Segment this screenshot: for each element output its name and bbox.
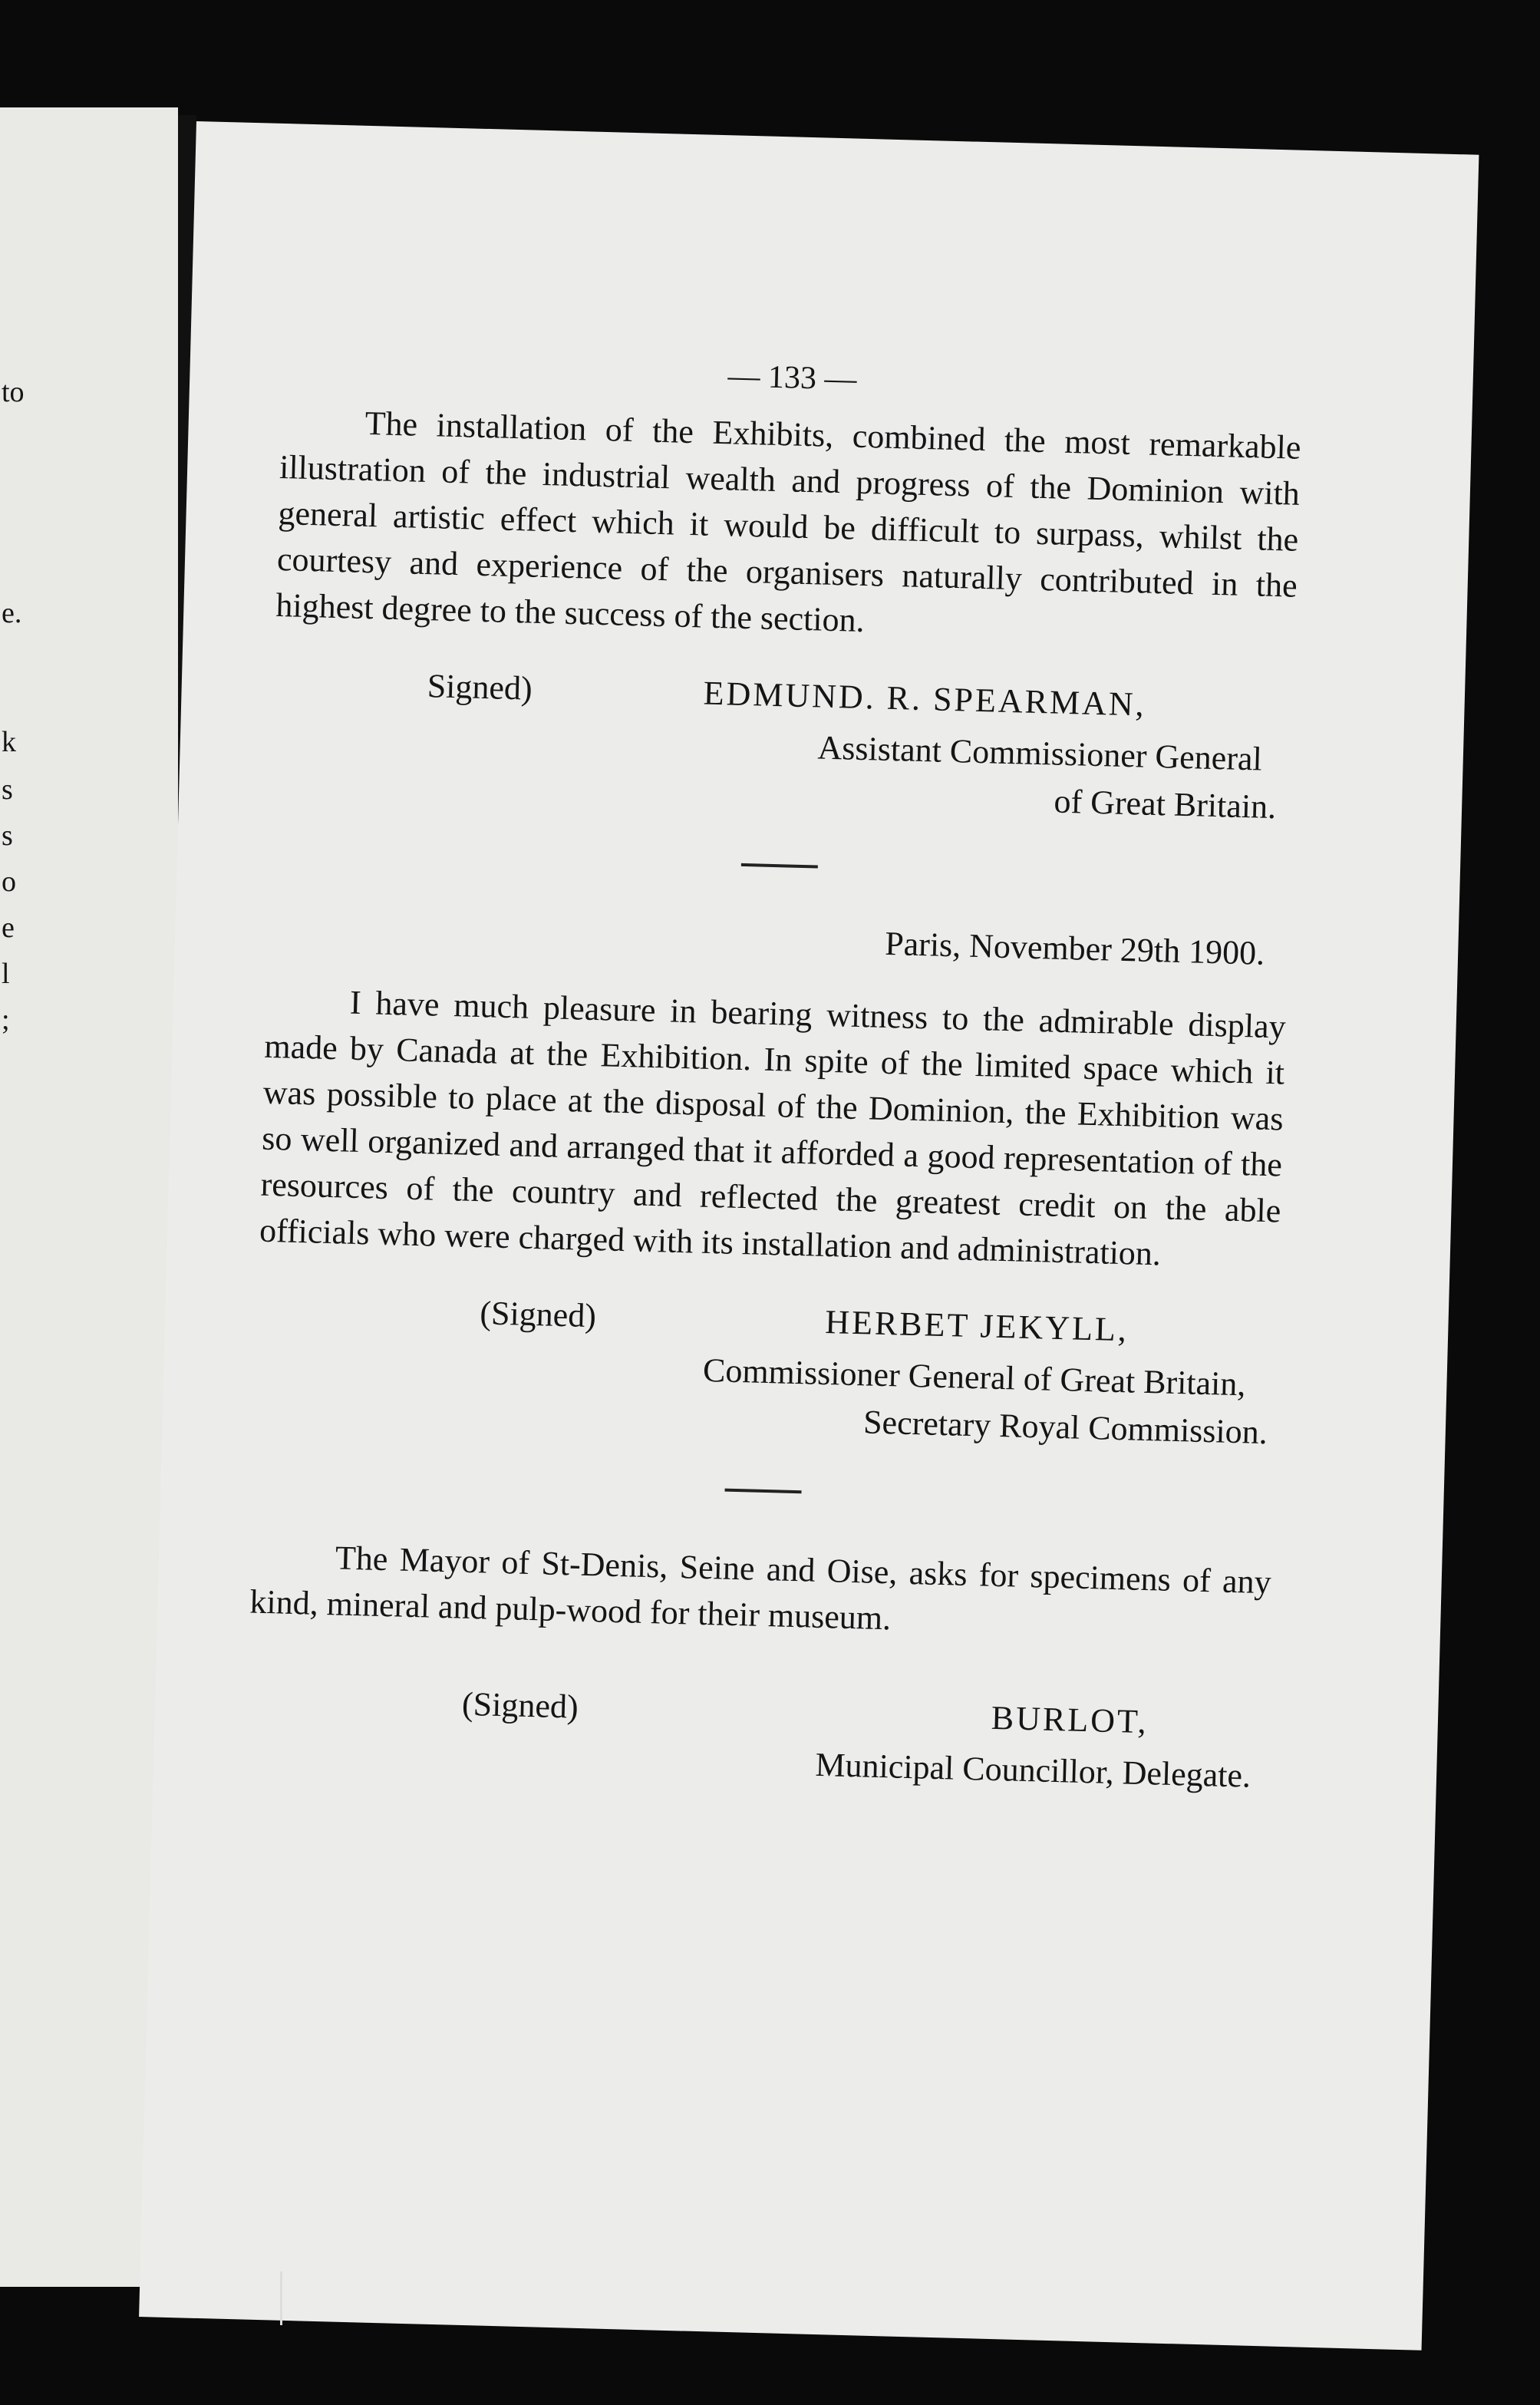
signatory-title: Municipal Councillor, Delegate. [814,1745,1251,1795]
left-page-fragment: e [2,912,15,944]
jekyll-letter-paragraph: I have much pleasure in bearing witness to the admirable display made by Canada at the Exhibition. In spite of the limited space which it was possible to place at the disposal of the Dominion, the Exhibition was so well organized and arranged that it afforded a good representation of the resources of the country and reflected the greatest credit on the able officials who were charged with its installation and administration. [259,983,1287,1273]
left-page-fragment: ; [2,1004,10,1036]
signed-label: (Signed) [479,1294,597,1335]
signatory-name: HERBET JEKYLL, [824,1302,1129,1349]
document-page [139,121,1479,2351]
spearman-letter-paragraph: The installation of the Exhibits, combined the most remarkable illustration of the industrial wealth and progress of the Dominion with general artistic effect which it would be difficult to surpass, whilst the courtesy and experience of the organisers naturally contributed in the highest degree to the success of the section. [275,404,1302,640]
scan-artifact [280,2271,282,2325]
left-page-fragment: k [2,726,16,758]
page-number: — 133 — [727,358,858,398]
section-divider [741,863,818,869]
section-divider [724,1489,801,1494]
signatory-name: EDMUND. R. SPEARMAN, [703,674,1147,724]
left-page-fragment: s [2,774,13,806]
signatory-title: Commissioner General of Great Britain, [702,1351,1247,1404]
left-page-fragment: e. [2,597,22,629]
mayor-request-paragraph: The Mayor of St-Denis, Seine and Oise, asks for specimens of any kind, mineral and pulp-wood for their museum. [249,1539,1272,1638]
letter-date: Paris, November 29th 1900. [884,924,1265,972]
page-content [246,346,1303,1800]
signatory-title: Secretary Royal Commission. [862,1403,1268,1452]
signed-label: (Signed) [461,1684,579,1726]
left-page-fragment: s [2,820,13,852]
left-page-fragment: o [2,866,16,898]
left-page-fragment: l [2,958,10,990]
signatory-name: BURLOT, [991,1698,1149,1741]
left-page-fragment: to [2,376,25,408]
signed-label: Signed) [427,667,533,708]
signatory-title: Assistant Commissioner General [817,728,1263,778]
signatory-title: of Great Britain. [1053,782,1277,826]
